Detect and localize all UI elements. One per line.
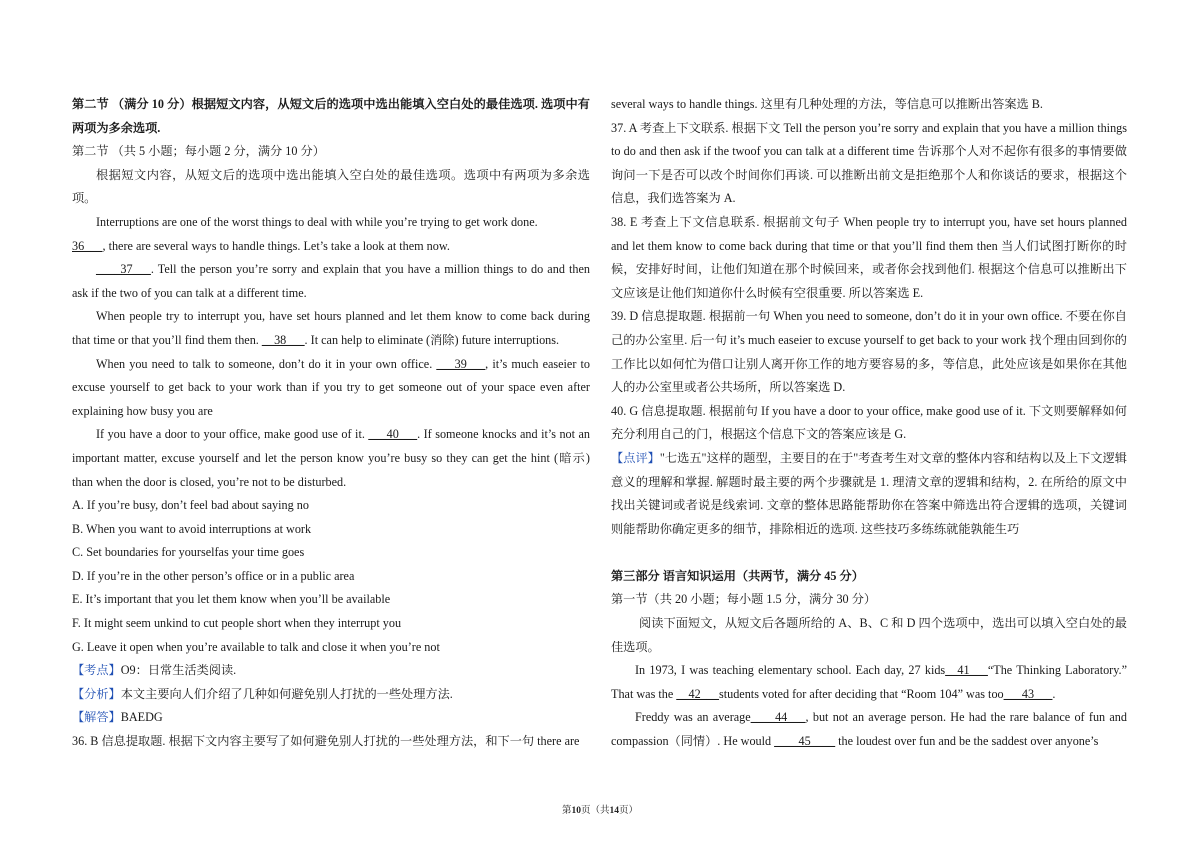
answer-40: 40. G 信息提取题. 根据前句 If you have a door to your office, make good use of it. 下文则要解释如何充分利用自己的门，根据这个信息下文的答案应该是 G.	[611, 403, 1127, 442]
blank-39: ___39___	[436, 356, 486, 371]
fenxi-tag: 【分析】	[72, 686, 121, 701]
fenxi-line	[72, 683, 590, 707]
blank-44: ____44___	[750, 710, 806, 725]
fenxi-text: 本文主要向人们介绍了几种如何避免别人打扰的一些处理方法.	[120, 686, 453, 701]
page-total: 14	[609, 806, 619, 816]
option-f: F. It might seem unkind to cut people short when they interrupt you	[72, 616, 402, 631]
passage-paragraph-4	[72, 353, 590, 424]
section-info: 第二节 （共 5 小题；每小题 2 分，满分 10 分）	[72, 144, 325, 159]
passage-text: When you need to talk to someone, don’t do it in your own office.	[96, 356, 433, 371]
blank-45: ____45____	[774, 734, 836, 749]
answer-38: 38. E 考查上下文信息联系. 根据前文句子 When people try to interrupt you, have set hours planned and let them know to come back during that time or that you’ll find them then 当人们试图打断你的时候，安排好时间，让他们知道在那个时候回来，或者你会找到他们. 根据这个信息可以推断出下文应该是让他们知道你什么时候有空很重要. 所以答案选 E.	[611, 214, 1127, 300]
spacer	[611, 541, 1127, 565]
footer-suffix: 页）	[619, 806, 639, 816]
blank-43: ___43___	[1003, 686, 1053, 701]
passage-text: , but not an average person. He had the rare balance of fun and compassion（同情）. He would	[611, 710, 1127, 749]
blank-36: 36___	[72, 238, 103, 253]
passage-text: .	[1052, 686, 1056, 701]
passage-text: students voted for after deciding that “Room 104” was too	[718, 686, 1004, 701]
passage-text: “The Thinking Laboratory.” That was the	[611, 663, 1127, 701]
jieda-text: BAEDG	[120, 710, 163, 725]
page-number: 10	[571, 806, 581, 816]
left-column	[72, 93, 590, 754]
kaodian-text: O9：日常生活类阅读.	[120, 663, 237, 678]
passage-paragraph-1b	[72, 235, 590, 259]
blank-40: ___40___	[368, 427, 418, 442]
page-footer	[0, 802, 1200, 816]
passage-text: . If someone knocks and it’s not an important matter, excuse yourself and let the person know you’re busy so they can get the hint (暗示) than when the door is closed, you’re not to be disturbed.	[72, 427, 591, 489]
dianping-text: "七选五"这样的题型，主要目的在于"考查考生对文章的整体内容和结构以及上下文逻辑意义的理解和掌握. 解题时最主要的两个步骤就是 1. 理清文章的逻辑和结构，2. 在所给的原文中找出关键词或者说是线索词. 文章的整体思路能帮助你在答案中筛选出符合逻辑的选项，关键词则能帮助你确定更多的细节，排除相近的选项. 这些技巧多练练就能孰能生巧	[611, 450, 1127, 536]
option-c: C. Set boundaries for yourselfas your time goes	[72, 545, 305, 560]
cloze-paragraph-1	[611, 659, 1127, 706]
part3-heading: 第三部分 语言知识运用（共两节，满分 45 分）	[611, 568, 864, 583]
passage-paragraph-3	[72, 305, 590, 352]
passage-text: , it’s much easeier to excuse yourself to get back to your work than if you try to get someone out of your space even after explaining how busy you are	[72, 356, 591, 418]
blank-41: __41___	[945, 663, 988, 678]
passage-paragraph-5	[72, 423, 590, 494]
footer-mid: 页（共	[580, 806, 610, 816]
option-g: G. Leave it open when you’re available to talk and close it when you’re not	[72, 639, 440, 654]
passage-text: . It can help to eliminate (消除) future interruptions.	[304, 332, 560, 347]
passage-text: , there are several ways to handle things. Let’s take a look at them now.	[102, 238, 450, 253]
jieda-line	[72, 706, 590, 730]
answer-36: 36. B 信息提取题. 根据下文内容主要写了如何避免别人打扰的一些处理方法，和下一句 there are	[72, 734, 580, 749]
passage-text: In 1973, I was teaching elementary school. Each day, 27 kids	[635, 663, 946, 678]
passage-text: Freddy was an average	[635, 710, 751, 725]
answer-39: 39. D 信息提取题. 根据前一句 When you need to someone, don’t do it in your own office. 不要在你自己的办公室里. 后一句 it’s much easeier to excuse yourself to get back to your work 找个理由回到你的工作比以如何忙为借口让别人离开你工作的地方要容易的多，等信息，此处应该是如果你在其他人的办公室里或者公共场所，所以答案选 D.	[611, 309, 1127, 395]
option-b: B. When you want to avoid interruptions at work	[72, 521, 312, 536]
passage-text: Interruptions are one of the worst things to deal with while you’re trying to get work done.	[96, 214, 538, 229]
kaodian-line	[72, 659, 590, 683]
answer-37: 37. A 考查上下文联系. 根据下文 Tell the person you’re sorry and explain that you have a million things to do and then ask if the twoof you can talk at a different time 告诉那个人对不起你有很多的事情要做询问一下是否可以改个时间你们再谈. 可以推断出前文是拒绝那个人和你谈话的要求，根据这个信息，我们选答案为 A.	[611, 120, 1127, 206]
passage-paragraph-2	[72, 258, 590, 305]
passage-text: When people try to interrupt you, have set hours planned and let them know to come back during that time or that you’ll find them then.	[72, 309, 590, 347]
part3-instruction: 阅读下面短文，从短文后各题所给的 A、B、C 和 D 四个选项中，选出可以填入空白处的最佳选项。	[611, 616, 1127, 654]
instruction-text: 根据短文内容，从短文后的选项中选出能填入空白处的最佳选项。选项中有两项为多余选项。	[72, 167, 590, 206]
passage-text: the loudest over fun and be the saddest over anyone’s	[835, 734, 1099, 749]
blank-42: __42___	[676, 686, 719, 701]
answer-36-continued: several ways to handle things. 这里有几种处理的方法，等信息可以推断出答案选 B.	[611, 97, 1043, 111]
right-column	[611, 93, 1127, 754]
passage-text: If you have a door to your office, make good use of it.	[96, 427, 365, 442]
blank-38: __38___	[261, 332, 305, 347]
dianping-tag: 【点评】	[611, 450, 660, 465]
option-d: D. If you’re in the other person’s office or in a public area	[72, 568, 355, 583]
blank-37: ____37___	[96, 262, 151, 277]
kaodian-tag: 【考点】	[72, 663, 121, 678]
cloze-paragraph-2	[611, 706, 1127, 753]
part3-info: 第一节（共 20 小题；每小题 1.5 分，满分 30 分）	[611, 592, 877, 607]
passage-text: . Tell the person you’re sorry and explain that you have a million things to do and then ask if the two of you can talk at a different time.	[72, 262, 590, 300]
option-a: A. If you’re busy, don’t feel bad about saying no	[72, 498, 309, 513]
passage-paragraph-1	[72, 211, 590, 235]
jieda-tag: 【解答】	[72, 710, 121, 725]
footer-prefix: 第	[561, 806, 572, 816]
dianping-line	[611, 447, 1127, 541]
option-e: E. It’s important that you let them know when you’ll be available	[72, 592, 391, 607]
section-heading: 第二节 （满分 10 分）根据短文内容，从短文后的选项中选出能填入空白处的最佳选项. 选项中有两项为多余选项.	[72, 97, 590, 135]
